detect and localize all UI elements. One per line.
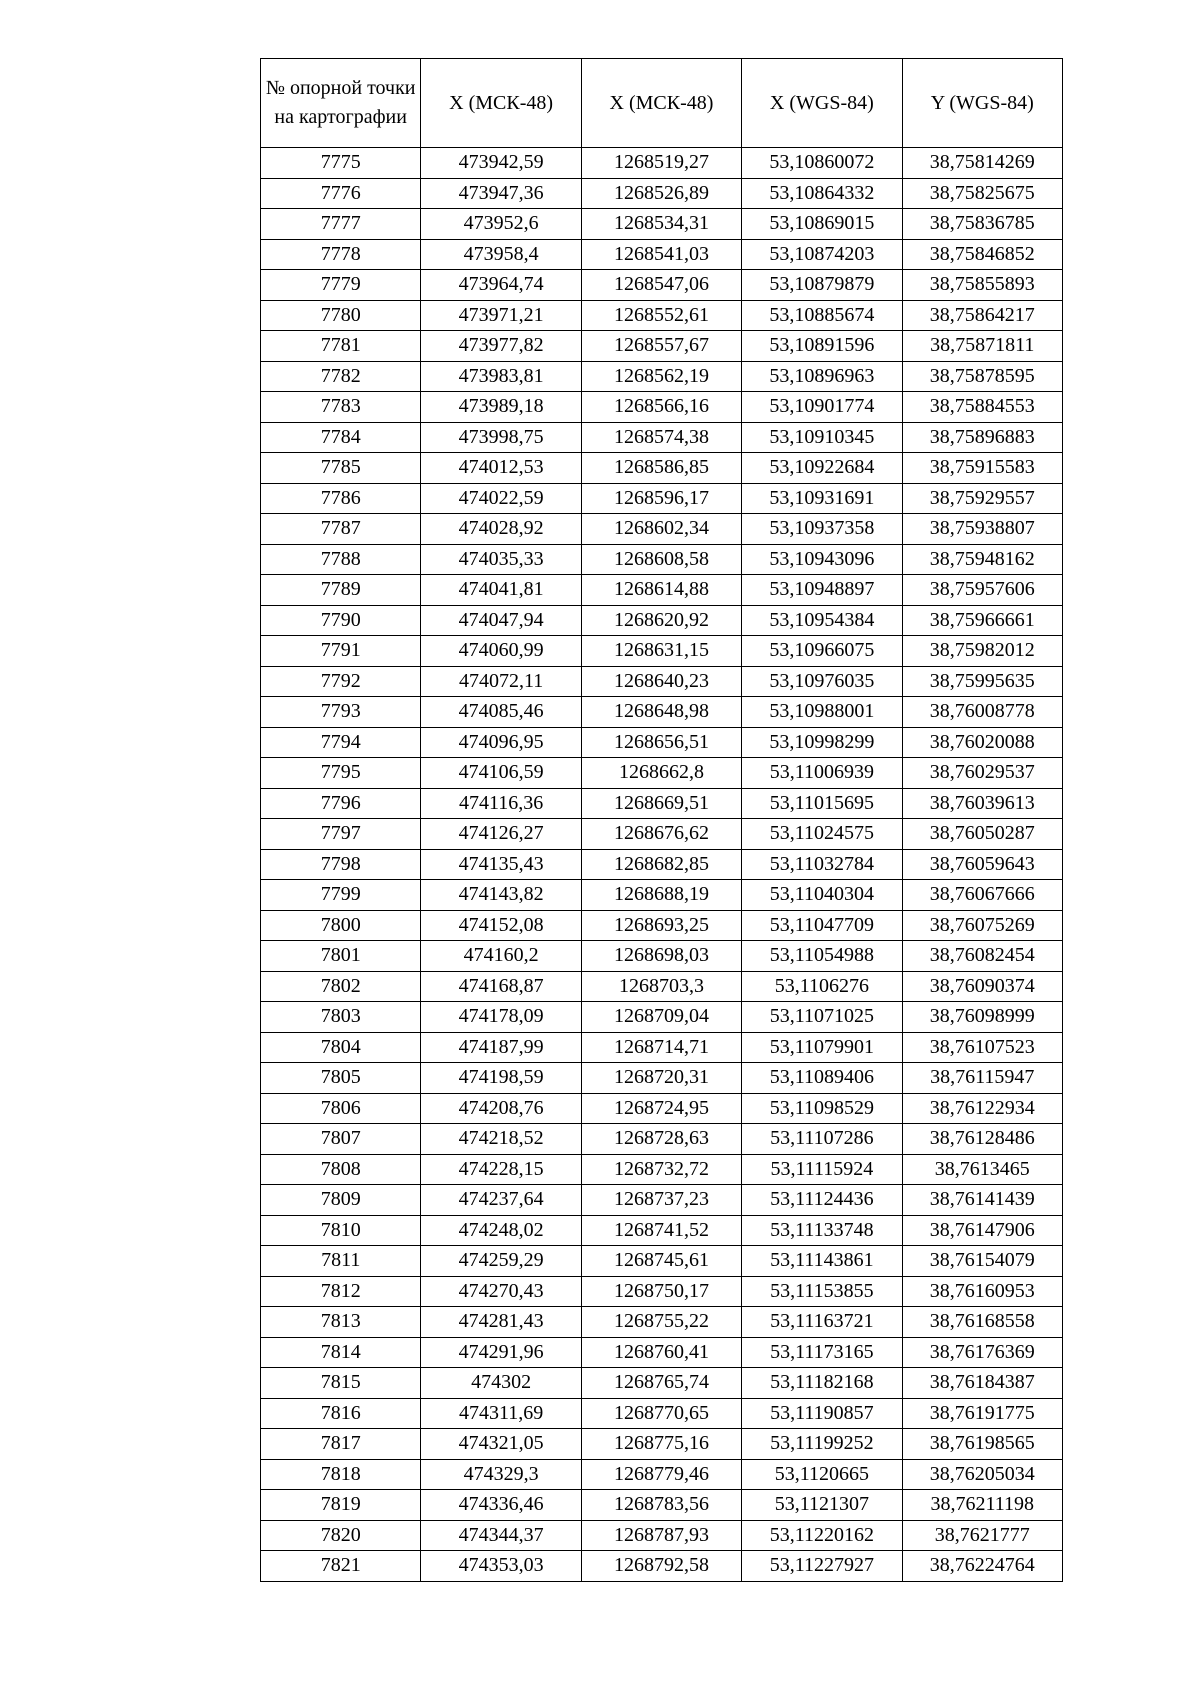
table-header-row <box>261 59 1063 148</box>
x-msk48-cell: 474135,43 <box>421 849 581 880</box>
x-msk48-second-cell: 1268552,61 <box>581 300 741 331</box>
x-msk48-cell: 474302 <box>421 1368 581 1399</box>
table-row <box>261 1398 1063 1429</box>
table-row <box>261 422 1063 453</box>
x-msk48-second-cell: 1268586,85 <box>581 453 741 484</box>
x-msk48-second-cell: 1268714,71 <box>581 1032 741 1063</box>
x-wgs84-cell: 53,10864332 <box>742 178 902 209</box>
table-row <box>261 1520 1063 1551</box>
point-number-cell: 7807 <box>261 1124 421 1155</box>
x-wgs84-cell: 53,10976035 <box>742 666 902 697</box>
x-msk48-cell: 474012,53 <box>421 453 581 484</box>
table-row <box>261 910 1063 941</box>
y-wgs84-cell: 38,76059643 <box>902 849 1062 880</box>
y-wgs84-cell: 38,76154079 <box>902 1246 1062 1277</box>
x-wgs84-cell: 53,11199252 <box>742 1429 902 1460</box>
table-row <box>261 239 1063 270</box>
x-msk48-cell: 474096,95 <box>421 727 581 758</box>
x-wgs84-cell: 53,1120665 <box>742 1459 902 1490</box>
y-wgs84-cell: 38,75884553 <box>902 392 1062 423</box>
x-msk48-second-cell: 1268562,19 <box>581 361 741 392</box>
point-number-cell: 7819 <box>261 1490 421 1521</box>
header-point-number: № опорной точки на картографии <box>261 59 421 148</box>
x-msk48-cell: 474022,59 <box>421 483 581 514</box>
point-number-cell: 7808 <box>261 1154 421 1185</box>
table-row <box>261 544 1063 575</box>
point-number-cell: 7817 <box>261 1429 421 1460</box>
y-wgs84-cell: 38,75915583 <box>902 453 1062 484</box>
x-msk48-cell: 474281,43 <box>421 1307 581 1338</box>
x-msk48-second-cell: 1268526,89 <box>581 178 741 209</box>
x-msk48-second-cell: 1268775,16 <box>581 1429 741 1460</box>
x-msk48-second-cell: 1268596,17 <box>581 483 741 514</box>
x-wgs84-cell: 53,11054988 <box>742 941 902 972</box>
x-wgs84-cell: 53,10922684 <box>742 453 902 484</box>
y-wgs84-cell: 38,76039613 <box>902 788 1062 819</box>
table-row <box>261 514 1063 545</box>
y-wgs84-cell: 38,76075269 <box>902 910 1062 941</box>
y-wgs84-cell: 38,76224764 <box>902 1551 1062 1582</box>
x-msk48-cell: 474152,08 <box>421 910 581 941</box>
x-wgs84-cell: 53,10931691 <box>742 483 902 514</box>
x-msk48-cell: 473947,36 <box>421 178 581 209</box>
x-msk48-second-cell: 1268534,31 <box>581 209 741 240</box>
table-row <box>261 697 1063 728</box>
x-msk48-cell: 473989,18 <box>421 392 581 423</box>
table-row <box>261 392 1063 423</box>
y-wgs84-cell: 38,76211198 <box>902 1490 1062 1521</box>
x-wgs84-cell: 53,10874203 <box>742 239 902 270</box>
point-number-cell: 7777 <box>261 209 421 240</box>
x-msk48-cell: 474291,96 <box>421 1337 581 1368</box>
x-msk48-second-cell: 1268662,8 <box>581 758 741 789</box>
table-row <box>261 1032 1063 1063</box>
x-msk48-second-cell: 1268779,46 <box>581 1459 741 1490</box>
x-msk48-cell: 474218,52 <box>421 1124 581 1155</box>
x-msk48-cell: 474336,46 <box>421 1490 581 1521</box>
point-number-cell: 7815 <box>261 1368 421 1399</box>
x-msk48-second-cell: 1268574,38 <box>581 422 741 453</box>
table-row <box>261 148 1063 179</box>
y-wgs84-cell: 38,76098999 <box>902 1002 1062 1033</box>
x-msk48-cell: 473958,4 <box>421 239 581 270</box>
x-msk48-second-cell: 1268682,85 <box>581 849 741 880</box>
x-wgs84-cell: 53,11143861 <box>742 1246 902 1277</box>
table-row <box>261 971 1063 1002</box>
x-msk48-second-cell: 1268519,27 <box>581 148 741 179</box>
x-wgs84-cell: 53,10998299 <box>742 727 902 758</box>
x-msk48-cell: 473998,75 <box>421 422 581 453</box>
x-wgs84-cell: 53,11227927 <box>742 1551 902 1582</box>
x-msk48-cell: 474329,3 <box>421 1459 581 1490</box>
point-number-cell: 7805 <box>261 1063 421 1094</box>
y-wgs84-cell: 38,75929557 <box>902 483 1062 514</box>
table-row <box>261 1002 1063 1033</box>
x-msk48-second-cell: 1268620,92 <box>581 605 741 636</box>
x-msk48-cell: 474321,05 <box>421 1429 581 1460</box>
x-wgs84-cell: 53,11124436 <box>742 1185 902 1216</box>
x-msk48-second-cell: 1268765,74 <box>581 1368 741 1399</box>
x-msk48-second-cell: 1268760,41 <box>581 1337 741 1368</box>
table-row <box>261 788 1063 819</box>
header-x-msk48-second: X (МСК-48) <box>581 59 741 148</box>
x-msk48-cell: 474237,64 <box>421 1185 581 1216</box>
y-wgs84-cell: 38,76168558 <box>902 1307 1062 1338</box>
x-wgs84-cell: 53,11107286 <box>742 1124 902 1155</box>
x-wgs84-cell: 53,10910345 <box>742 422 902 453</box>
y-wgs84-cell: 38,75871811 <box>902 331 1062 362</box>
y-wgs84-cell: 38,76107523 <box>902 1032 1062 1063</box>
y-wgs84-cell: 38,75995635 <box>902 666 1062 697</box>
point-number-cell: 7782 <box>261 361 421 392</box>
x-msk48-cell: 474178,09 <box>421 1002 581 1033</box>
point-number-cell: 7793 <box>261 697 421 728</box>
y-wgs84-cell: 38,76191775 <box>902 1398 1062 1429</box>
point-number-cell: 7812 <box>261 1276 421 1307</box>
y-wgs84-cell: 38,76122934 <box>902 1093 1062 1124</box>
point-number-cell: 7786 <box>261 483 421 514</box>
x-msk48-second-cell: 1268709,04 <box>581 1002 741 1033</box>
point-number-cell: 7784 <box>261 422 421 453</box>
table-row <box>261 483 1063 514</box>
point-number-cell: 7806 <box>261 1093 421 1124</box>
x-msk48-second-cell: 1268703,3 <box>581 971 741 1002</box>
point-number-cell: 7816 <box>261 1398 421 1429</box>
table-row <box>261 361 1063 392</box>
point-number-cell: 7796 <box>261 788 421 819</box>
point-number-cell: 7783 <box>261 392 421 423</box>
table-row <box>261 1459 1063 1490</box>
x-wgs84-cell: 53,10885674 <box>742 300 902 331</box>
x-msk48-second-cell: 1268631,15 <box>581 636 741 667</box>
x-msk48-cell: 474116,36 <box>421 788 581 819</box>
x-msk48-cell: 474208,76 <box>421 1093 581 1124</box>
table-row <box>261 727 1063 758</box>
x-msk48-cell: 474035,33 <box>421 544 581 575</box>
table-row <box>261 1490 1063 1521</box>
table-row <box>261 1337 1063 1368</box>
y-wgs84-cell: 38,76141439 <box>902 1185 1062 1216</box>
y-wgs84-cell: 38,75814269 <box>902 148 1062 179</box>
y-wgs84-cell: 38,75957606 <box>902 575 1062 606</box>
x-msk48-second-cell: 1268741,52 <box>581 1215 741 1246</box>
x-wgs84-cell: 53,11047709 <box>742 910 902 941</box>
x-msk48-cell: 474353,03 <box>421 1551 581 1582</box>
point-number-cell: 7797 <box>261 819 421 850</box>
x-wgs84-cell: 53,11133748 <box>742 1215 902 1246</box>
y-wgs84-cell: 38,75948162 <box>902 544 1062 575</box>
table-row <box>261 880 1063 911</box>
x-msk48-cell: 474187,99 <box>421 1032 581 1063</box>
point-number-cell: 7803 <box>261 1002 421 1033</box>
y-wgs84-cell: 38,76198565 <box>902 1429 1062 1460</box>
table-row <box>261 1551 1063 1582</box>
x-wgs84-cell: 53,11115924 <box>742 1154 902 1185</box>
table-row <box>261 605 1063 636</box>
x-wgs84-cell: 53,10891596 <box>742 331 902 362</box>
x-msk48-second-cell: 1268724,95 <box>581 1093 741 1124</box>
table-row <box>261 1093 1063 1124</box>
x-msk48-second-cell: 1268614,88 <box>581 575 741 606</box>
x-msk48-cell: 474126,27 <box>421 819 581 850</box>
y-wgs84-cell: 38,76115947 <box>902 1063 1062 1094</box>
x-msk48-cell: 474143,82 <box>421 880 581 911</box>
x-wgs84-cell: 53,10901774 <box>742 392 902 423</box>
point-number-cell: 7795 <box>261 758 421 789</box>
y-wgs84-cell: 38,76067666 <box>902 880 1062 911</box>
table-row <box>261 209 1063 240</box>
y-wgs84-cell: 38,75846852 <box>902 239 1062 270</box>
x-msk48-cell: 474259,29 <box>421 1246 581 1277</box>
x-msk48-second-cell: 1268688,19 <box>581 880 741 911</box>
y-wgs84-cell: 38,76147906 <box>902 1215 1062 1246</box>
point-number-cell: 7792 <box>261 666 421 697</box>
point-number-cell: 7802 <box>261 971 421 1002</box>
x-msk48-cell: 474160,2 <box>421 941 581 972</box>
point-number-cell: 7798 <box>261 849 421 880</box>
x-wgs84-cell: 53,11173165 <box>742 1337 902 1368</box>
y-wgs84-cell: 38,75836785 <box>902 209 1062 240</box>
y-wgs84-cell: 38,75982012 <box>902 636 1062 667</box>
x-msk48-second-cell: 1268669,51 <box>581 788 741 819</box>
x-wgs84-cell: 53,11190857 <box>742 1398 902 1429</box>
table-body <box>261 148 1063 1582</box>
point-number-cell: 7814 <box>261 1337 421 1368</box>
x-msk48-second-cell: 1268693,25 <box>581 910 741 941</box>
point-number-cell: 7790 <box>261 605 421 636</box>
y-wgs84-cell: 38,76160953 <box>902 1276 1062 1307</box>
x-msk48-second-cell: 1268755,22 <box>581 1307 741 1338</box>
x-wgs84-cell: 53,1106276 <box>742 971 902 1002</box>
y-wgs84-cell: 38,75938807 <box>902 514 1062 545</box>
x-wgs84-cell: 53,10988001 <box>742 697 902 728</box>
x-msk48-second-cell: 1268770,65 <box>581 1398 741 1429</box>
table-row <box>261 1154 1063 1185</box>
table-row <box>261 453 1063 484</box>
table-row <box>261 1124 1063 1155</box>
x-msk48-second-cell: 1268750,17 <box>581 1276 741 1307</box>
table-row <box>261 1185 1063 1216</box>
y-wgs84-cell: 38,76029537 <box>902 758 1062 789</box>
y-wgs84-cell: 38,75896883 <box>902 422 1062 453</box>
x-msk48-second-cell: 1268557,67 <box>581 331 741 362</box>
x-wgs84-cell: 53,10954384 <box>742 605 902 636</box>
x-msk48-second-cell: 1268608,58 <box>581 544 741 575</box>
y-wgs84-cell: 38,75825675 <box>902 178 1062 209</box>
point-number-cell: 7813 <box>261 1307 421 1338</box>
point-number-cell: 7794 <box>261 727 421 758</box>
x-msk48-cell: 474344,37 <box>421 1520 581 1551</box>
point-number-cell: 7801 <box>261 941 421 972</box>
x-wgs84-cell: 53,10948897 <box>742 575 902 606</box>
x-wgs84-cell: 53,11024575 <box>742 819 902 850</box>
y-wgs84-cell: 38,76184387 <box>902 1368 1062 1399</box>
table-row <box>261 666 1063 697</box>
x-msk48-second-cell: 1268602,34 <box>581 514 741 545</box>
point-number-cell: 7775 <box>261 148 421 179</box>
y-wgs84-cell: 38,76008778 <box>902 697 1062 728</box>
header-y-wgs84: Y (WGS-84) <box>902 59 1062 148</box>
x-wgs84-cell: 53,10943096 <box>742 544 902 575</box>
table-row <box>261 636 1063 667</box>
x-msk48-cell: 474041,81 <box>421 575 581 606</box>
x-wgs84-cell: 53,10869015 <box>742 209 902 240</box>
x-msk48-cell: 473983,81 <box>421 361 581 392</box>
x-wgs84-cell: 53,11006939 <box>742 758 902 789</box>
point-number-cell: 7818 <box>261 1459 421 1490</box>
coordinates-table <box>260 58 1063 1582</box>
y-wgs84-cell: 38,75855893 <box>902 270 1062 301</box>
x-msk48-cell: 474106,59 <box>421 758 581 789</box>
table-row <box>261 1368 1063 1399</box>
point-number-cell: 7781 <box>261 331 421 362</box>
x-msk48-second-cell: 1268737,23 <box>581 1185 741 1216</box>
x-msk48-cell: 474248,02 <box>421 1215 581 1246</box>
table-row <box>261 1307 1063 1338</box>
table-row <box>261 270 1063 301</box>
x-msk48-second-cell: 1268566,16 <box>581 392 741 423</box>
x-wgs84-cell: 53,10860072 <box>742 148 902 179</box>
x-msk48-second-cell: 1268732,72 <box>581 1154 741 1185</box>
x-wgs84-cell: 53,11079901 <box>742 1032 902 1063</box>
x-msk48-cell: 474168,87 <box>421 971 581 1002</box>
table-row <box>261 1246 1063 1277</box>
x-msk48-second-cell: 1268783,56 <box>581 1490 741 1521</box>
x-msk48-cell: 474028,92 <box>421 514 581 545</box>
table-row <box>261 1215 1063 1246</box>
x-msk48-second-cell: 1268648,98 <box>581 697 741 728</box>
table-row <box>261 575 1063 606</box>
x-wgs84-cell: 53,11032784 <box>742 849 902 880</box>
y-wgs84-cell: 38,76090374 <box>902 971 1062 1002</box>
x-msk48-cell: 473971,21 <box>421 300 581 331</box>
table-row <box>261 1063 1063 1094</box>
y-wgs84-cell: 38,75878595 <box>902 361 1062 392</box>
table-row <box>261 1429 1063 1460</box>
table-row <box>261 331 1063 362</box>
y-wgs84-cell: 38,76050287 <box>902 819 1062 850</box>
y-wgs84-cell: 38,75966661 <box>902 605 1062 636</box>
point-number-cell: 7799 <box>261 880 421 911</box>
y-wgs84-cell: 38,7621777 <box>902 1520 1062 1551</box>
x-msk48-cell: 474311,69 <box>421 1398 581 1429</box>
y-wgs84-cell: 38,76020088 <box>902 727 1062 758</box>
point-number-cell: 7804 <box>261 1032 421 1063</box>
x-msk48-second-cell: 1268640,23 <box>581 666 741 697</box>
y-wgs84-cell: 38,7613465 <box>902 1154 1062 1185</box>
point-number-cell: 7809 <box>261 1185 421 1216</box>
x-wgs84-cell: 53,10937358 <box>742 514 902 545</box>
point-number-cell: 7791 <box>261 636 421 667</box>
x-msk48-cell: 474198,59 <box>421 1063 581 1094</box>
x-msk48-cell: 473964,74 <box>421 270 581 301</box>
point-number-cell: 7821 <box>261 1551 421 1582</box>
x-msk48-second-cell: 1268745,61 <box>581 1246 741 1277</box>
header-x-msk48: X (МСК-48) <box>421 59 581 148</box>
y-wgs84-cell: 38,75864217 <box>902 300 1062 331</box>
x-wgs84-cell: 53,11163721 <box>742 1307 902 1338</box>
table-row <box>261 300 1063 331</box>
point-number-cell: 7800 <box>261 910 421 941</box>
x-msk48-second-cell: 1268728,63 <box>581 1124 741 1155</box>
x-wgs84-cell: 53,10966075 <box>742 636 902 667</box>
x-msk48-cell: 474228,15 <box>421 1154 581 1185</box>
point-number-cell: 7779 <box>261 270 421 301</box>
table-row <box>261 1276 1063 1307</box>
y-wgs84-cell: 38,76128486 <box>902 1124 1062 1155</box>
x-wgs84-cell: 53,11089406 <box>742 1063 902 1094</box>
x-wgs84-cell: 53,11098529 <box>742 1093 902 1124</box>
point-number-cell: 7811 <box>261 1246 421 1277</box>
x-msk48-second-cell: 1268656,51 <box>581 727 741 758</box>
x-msk48-cell: 474060,99 <box>421 636 581 667</box>
x-msk48-cell: 473952,6 <box>421 209 581 240</box>
x-wgs84-cell: 53,11071025 <box>742 1002 902 1033</box>
x-msk48-cell: 474085,46 <box>421 697 581 728</box>
point-number-cell: 7810 <box>261 1215 421 1246</box>
x-msk48-second-cell: 1268698,03 <box>581 941 741 972</box>
x-wgs84-cell: 53,11040304 <box>742 880 902 911</box>
table-row <box>261 819 1063 850</box>
x-msk48-cell: 474072,11 <box>421 666 581 697</box>
header-x-wgs84: X (WGS-84) <box>742 59 902 148</box>
x-wgs84-cell: 53,11220162 <box>742 1520 902 1551</box>
x-msk48-second-cell: 1268787,93 <box>581 1520 741 1551</box>
point-number-cell: 7788 <box>261 544 421 575</box>
y-wgs84-cell: 38,76205034 <box>902 1459 1062 1490</box>
point-number-cell: 7820 <box>261 1520 421 1551</box>
point-number-cell: 7785 <box>261 453 421 484</box>
x-msk48-second-cell: 1268720,31 <box>581 1063 741 1094</box>
x-msk48-second-cell: 1268541,03 <box>581 239 741 270</box>
x-msk48-cell: 473942,59 <box>421 148 581 179</box>
point-number-cell: 7780 <box>261 300 421 331</box>
x-msk48-second-cell: 1268547,06 <box>581 270 741 301</box>
x-msk48-cell: 474047,94 <box>421 605 581 636</box>
x-msk48-second-cell: 1268676,62 <box>581 819 741 850</box>
x-wgs84-cell: 53,10879879 <box>742 270 902 301</box>
x-wgs84-cell: 53,11182168 <box>742 1368 902 1399</box>
table-row <box>261 178 1063 209</box>
x-wgs84-cell: 53,10896963 <box>742 361 902 392</box>
point-number-cell: 7776 <box>261 178 421 209</box>
x-wgs84-cell: 53,1121307 <box>742 1490 902 1521</box>
point-number-cell: 7789 <box>261 575 421 606</box>
table-row <box>261 941 1063 972</box>
table-row <box>261 758 1063 789</box>
x-msk48-second-cell: 1268792,58 <box>581 1551 741 1582</box>
x-wgs84-cell: 53,11015695 <box>742 788 902 819</box>
x-msk48-cell: 474270,43 <box>421 1276 581 1307</box>
table-row <box>261 849 1063 880</box>
x-msk48-cell: 473977,82 <box>421 331 581 362</box>
y-wgs84-cell: 38,76176369 <box>902 1337 1062 1368</box>
point-number-cell: 7787 <box>261 514 421 545</box>
x-wgs84-cell: 53,11153855 <box>742 1276 902 1307</box>
y-wgs84-cell: 38,76082454 <box>902 941 1062 972</box>
point-number-cell: 7778 <box>261 239 421 270</box>
